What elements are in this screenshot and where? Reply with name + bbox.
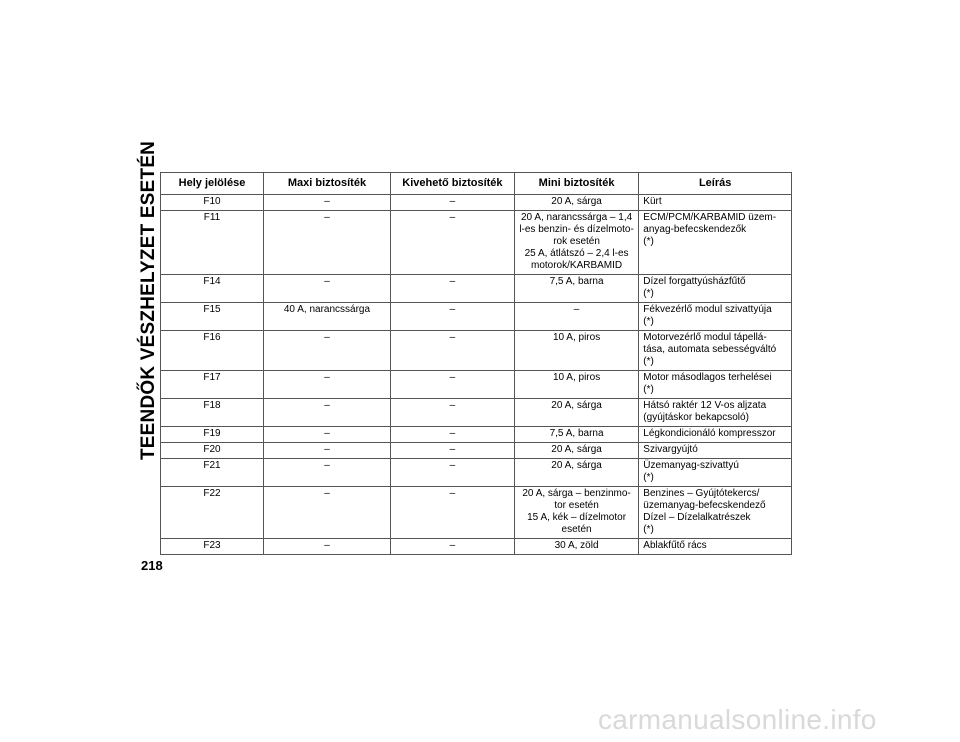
table-row [161, 459, 792, 487]
description-line: Motor másodlagos terhelései [643, 372, 772, 383]
cell-location: F11 [161, 211, 264, 275]
cell-mini-fuse [514, 539, 638, 555]
header-location: Hely jelölése [161, 173, 264, 195]
cell-location: F15 [161, 303, 264, 331]
description-line: (*) [643, 472, 654, 483]
mini-fuse-line: 10 A, piros [552, 372, 601, 383]
cell-removable-fuse: – [390, 303, 514, 331]
cell-mini-fuse [514, 427, 638, 443]
cell-location: F20 [161, 443, 264, 459]
table-row [161, 331, 792, 371]
cell-mini-fuse [514, 211, 638, 275]
cell-mini-fuse [514, 275, 638, 303]
cell-removable-fuse: – [390, 427, 514, 443]
cell-removable-fuse: – [390, 443, 514, 459]
mini-fuse-line: 7,5 A, barna [549, 428, 604, 439]
table-row [161, 399, 792, 427]
cell-removable-fuse: – [390, 331, 514, 371]
mini-fuse-line: 20 A, sárga [551, 444, 602, 455]
description-line: Légkondicionáló kompresszor [643, 428, 776, 439]
watermark: carmanualsonline.info [598, 704, 877, 735]
table-row [161, 275, 792, 303]
cell-location: F18 [161, 399, 264, 427]
description-line: (*) [643, 288, 654, 299]
cell-maxi-fuse: 40 A, narancssárga [263, 303, 390, 331]
cell-removable-fuse: – [390, 275, 514, 303]
cell-maxi-fuse: – [263, 371, 390, 399]
cell-maxi-fuse: – [263, 399, 390, 427]
cell-description [639, 443, 792, 459]
cell-maxi-fuse: – [263, 275, 390, 303]
cell-maxi-fuse: – [263, 427, 390, 443]
description-line: (*) [643, 236, 654, 247]
description-line: ECM/PCM/KARBAMID üzem- [643, 212, 777, 223]
description-line: tása, automata sebességváltó [643, 344, 777, 355]
cell-removable-fuse: – [390, 539, 514, 555]
cell-mini-fuse [514, 371, 638, 399]
header-removable-fuse: Kivehető biztosíték [390, 173, 514, 195]
description-line: Motorvezérlő modul tápellá- [643, 332, 767, 343]
cell-mini-fuse [514, 443, 638, 459]
page-number: 218 [141, 558, 163, 573]
table-row [161, 487, 792, 539]
cell-removable-fuse: – [390, 211, 514, 275]
mini-fuse-line: 20 A, sárga [551, 196, 602, 207]
cell-description [639, 399, 792, 427]
mini-fuse-line: – [573, 304, 580, 315]
cell-location: F16 [161, 331, 264, 371]
mini-fuse-line: motorok/KARBAMID [531, 260, 623, 271]
table-row [161, 371, 792, 399]
description-line: Fékvezérlő modul szivattyúja [643, 304, 772, 315]
cell-description [639, 487, 792, 539]
mini-fuse-line: 10 A, piros [552, 332, 601, 343]
cell-location: F21 [161, 459, 264, 487]
description-line: (gyújtáskor bekapcsoló) [643, 412, 749, 423]
cell-description [639, 275, 792, 303]
description-line: Benzines – Gyújtótekercs/ [643, 488, 760, 499]
cell-location: F23 [161, 539, 264, 555]
fuse-table-body [161, 195, 792, 555]
cell-removable-fuse: – [390, 487, 514, 539]
mini-fuse-line: esetén [561, 524, 592, 535]
cell-description [639, 539, 792, 555]
description-line: Hátsó raktér 12 V-os aljzata [643, 400, 767, 411]
table-header-row [161, 173, 792, 195]
mini-fuse-line: tor esetén [554, 500, 599, 511]
mini-fuse-line: 7,5 A, barna [549, 276, 604, 287]
cell-maxi-fuse: – [263, 211, 390, 275]
mini-fuse-line: 30 A, zöld [554, 540, 599, 551]
cell-description [639, 459, 792, 487]
table-row [161, 211, 792, 275]
mini-fuse-line: 20 A, sárga – benzinmo- [522, 488, 631, 499]
cell-description [639, 371, 792, 399]
header-description: Leírás [639, 173, 792, 195]
mini-fuse-line: 20 A, sárga [551, 460, 602, 471]
cell-mini-fuse [514, 195, 638, 211]
description-line: Dízel – Dízelalkatrészek [643, 512, 751, 523]
description-line: Ablakfűtő rács [643, 540, 707, 551]
cell-description [639, 211, 792, 275]
cell-description [639, 303, 792, 331]
cell-removable-fuse: – [390, 459, 514, 487]
cell-mini-fuse [514, 459, 638, 487]
cell-maxi-fuse: – [263, 487, 390, 539]
cell-location: F22 [161, 487, 264, 539]
cell-location: F19 [161, 427, 264, 443]
table-row [161, 443, 792, 459]
cell-maxi-fuse: – [263, 331, 390, 371]
cell-removable-fuse: – [390, 371, 514, 399]
mini-fuse-line: 20 A, narancssárga – 1,4 [520, 212, 633, 223]
cell-location: F10 [161, 195, 264, 211]
fuse-table [160, 172, 792, 555]
description-line: (*) [643, 384, 654, 395]
cell-maxi-fuse: – [263, 459, 390, 487]
cell-description [639, 331, 792, 371]
cell-mini-fuse [514, 399, 638, 427]
cell-location: F17 [161, 371, 264, 399]
description-line: üzemanyag-befecskendező [643, 500, 766, 511]
mini-fuse-line: 20 A, sárga [551, 400, 602, 411]
description-line: Szivargyújtó [643, 444, 698, 455]
cell-maxi-fuse: – [263, 443, 390, 459]
description-line: (*) [643, 316, 654, 327]
cell-removable-fuse: – [390, 195, 514, 211]
header-mini-fuse: Mini biztosíték [514, 173, 638, 195]
description-line: Üzemanyag-szivattyú [643, 460, 739, 471]
cell-mini-fuse [514, 303, 638, 331]
cell-mini-fuse [514, 487, 638, 539]
mini-fuse-line: rok esetén [553, 236, 600, 247]
cell-description [639, 427, 792, 443]
cell-mini-fuse [514, 331, 638, 371]
cell-removable-fuse: – [390, 399, 514, 427]
description-line: Dízel forgattyúsházfűtő [643, 276, 746, 287]
mini-fuse-line: 15 A, kék – dízelmotor [527, 512, 627, 523]
table-row [161, 195, 792, 211]
description-line: (*) [643, 356, 654, 367]
table-row [161, 303, 792, 331]
cell-description [639, 195, 792, 211]
table-row [161, 427, 792, 443]
chapter-side-title [138, 140, 160, 460]
description-line: (*) [643, 524, 654, 535]
cell-maxi-fuse: – [263, 539, 390, 555]
mini-fuse-line: l-es benzin- és dízelmoto- [519, 224, 634, 235]
header-maxi-fuse: Maxi biztosíték [263, 173, 390, 195]
description-line: Kürt [643, 196, 662, 207]
chapter-title-text: TEENDŐK VÉSZHELYZET ESETÉN [138, 140, 159, 460]
table-row [161, 539, 792, 555]
mini-fuse-line: 25 A, átlátszó – 2,4 l-es [524, 248, 629, 259]
description-line: anyag-befecskendezők [643, 224, 747, 235]
cell-location: F14 [161, 275, 264, 303]
cell-maxi-fuse: – [263, 195, 390, 211]
